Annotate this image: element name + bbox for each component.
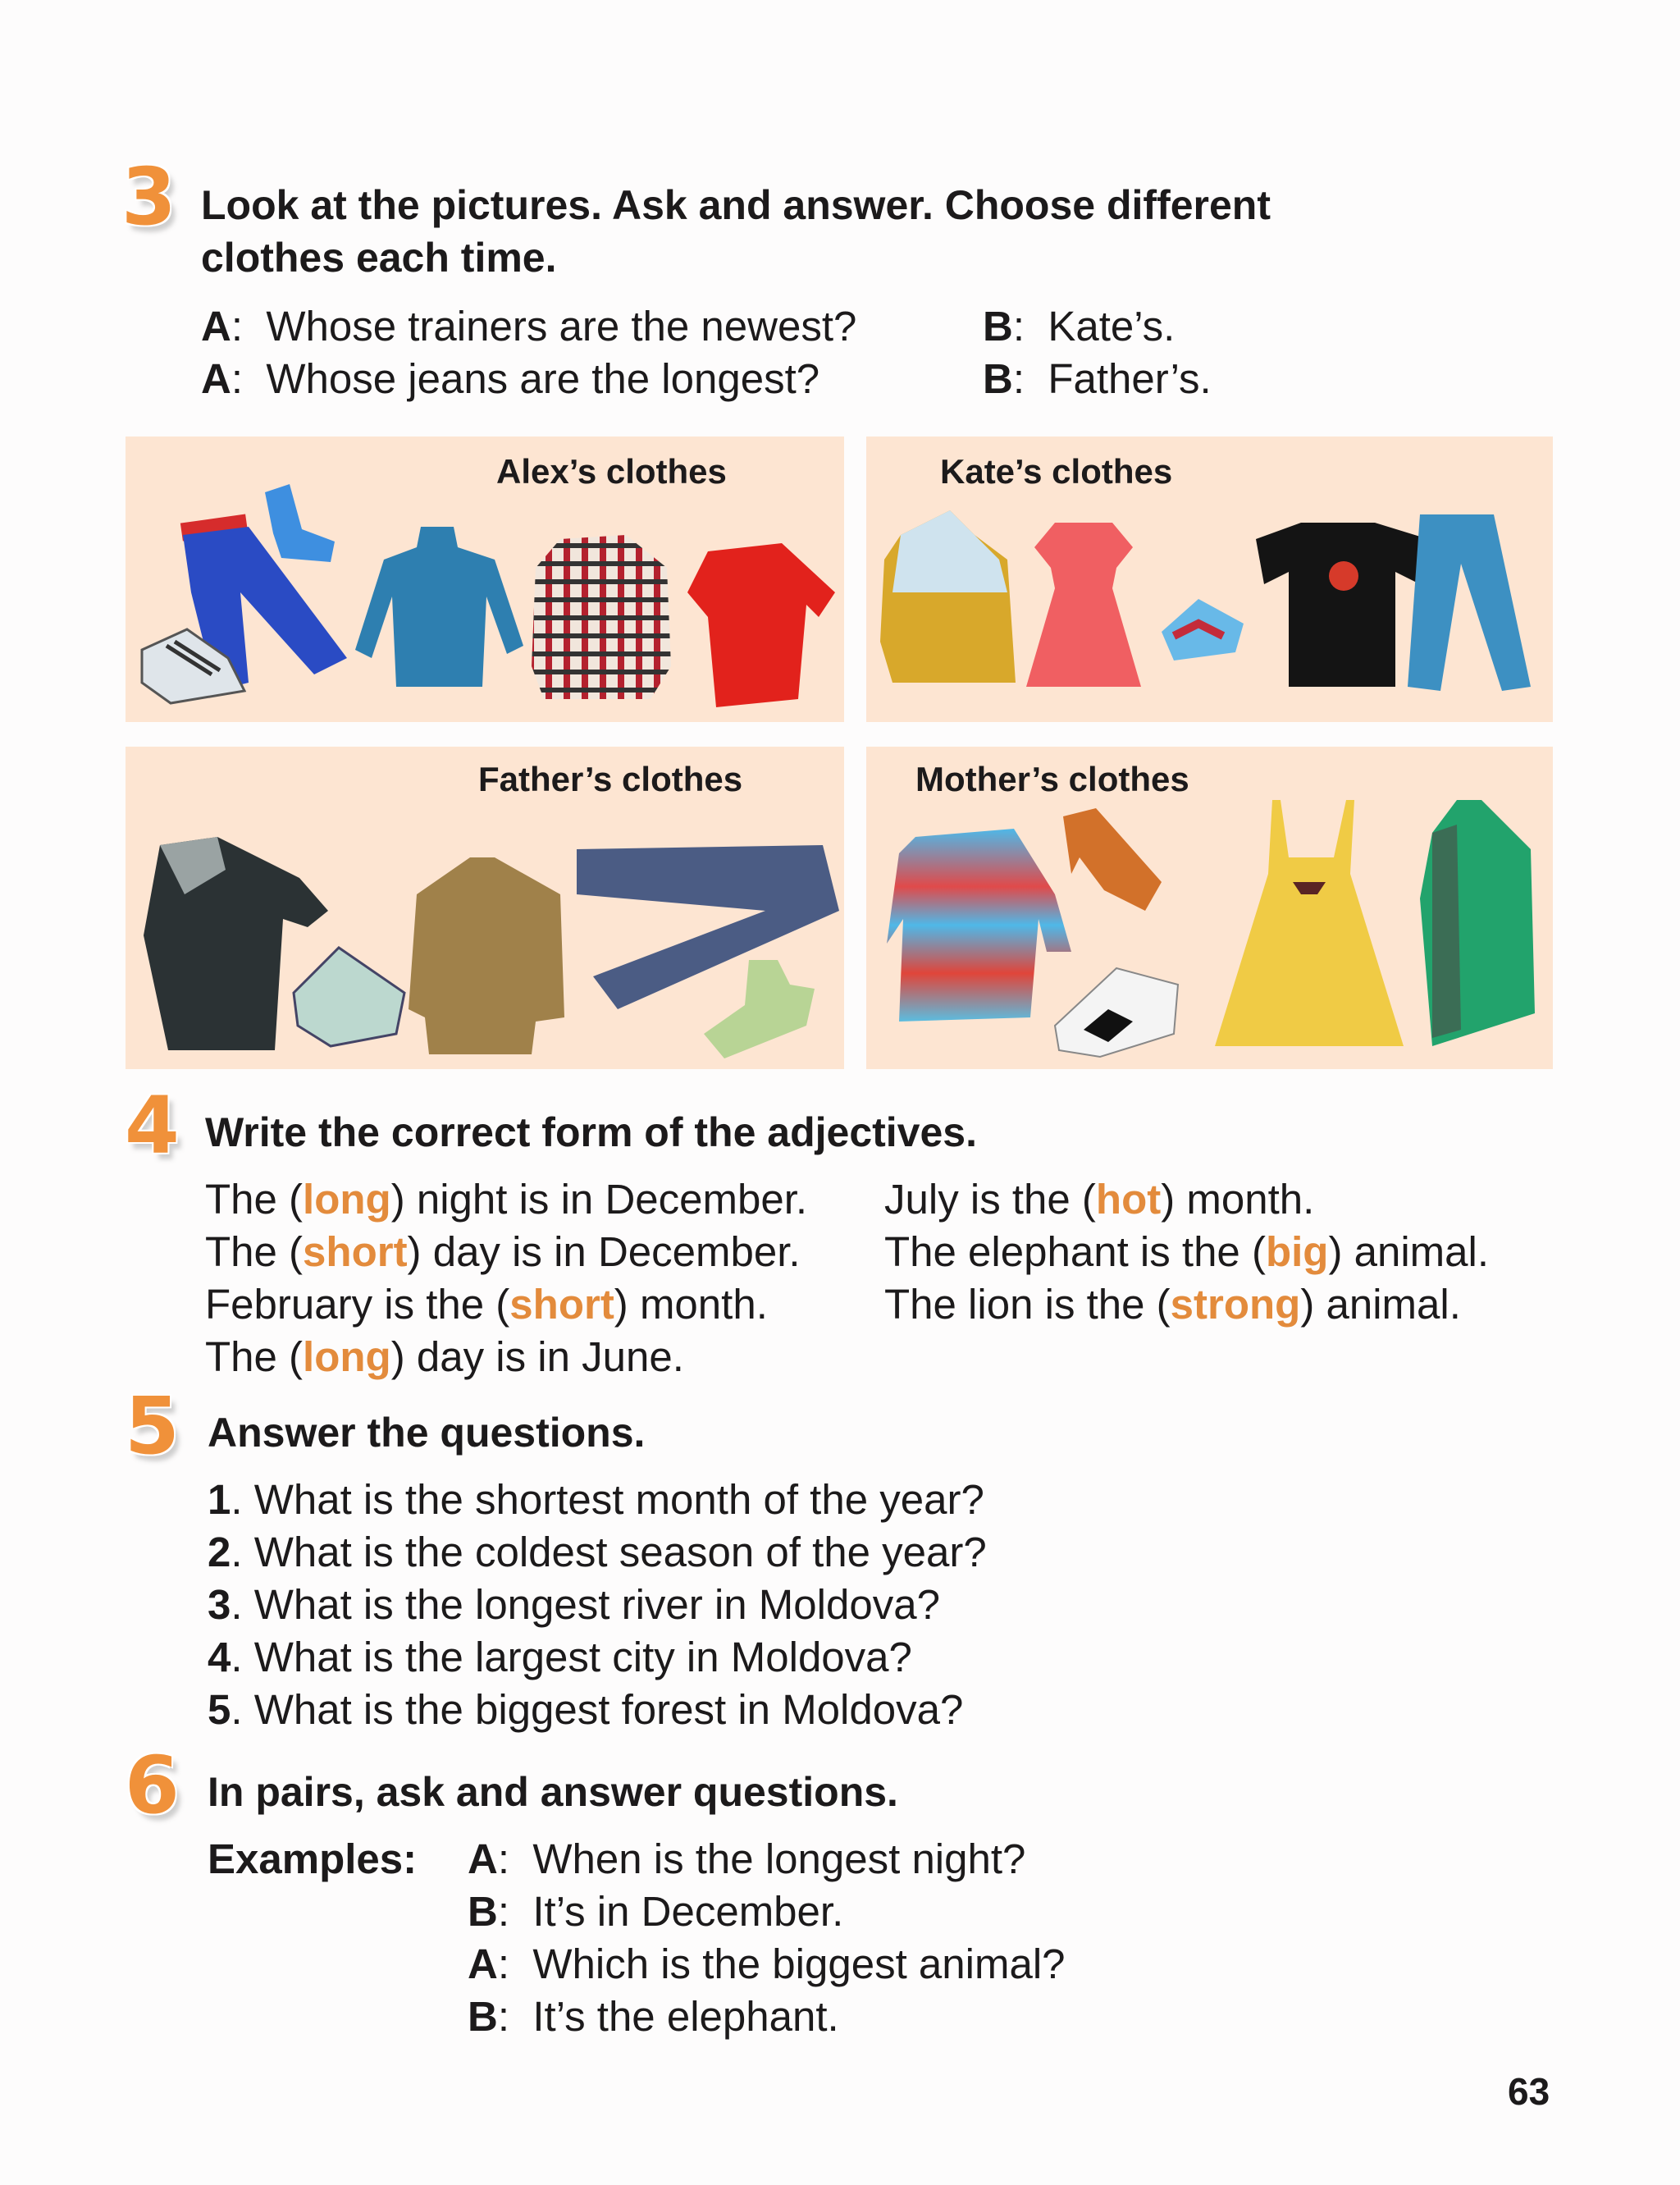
trainers-image — [1051, 960, 1182, 1058]
question: 1. What is the shortest month of the year? — [208, 1476, 984, 1523]
sentence — [884, 1173, 1314, 1226]
example-text: Which is the biggest animal? — [532, 1940, 1066, 1987]
shirt-image — [404, 853, 568, 1058]
adjective: big — [1265, 1228, 1329, 1275]
question-text: What is the largest city in Moldova? — [253, 1634, 912, 1680]
exercise-6-instruction: In pairs, ask and answer questions. — [208, 1769, 898, 1815]
alex-clothes-panel — [126, 437, 844, 722]
sentence — [884, 1226, 1489, 1278]
question-number: 1 — [208, 1476, 231, 1523]
sentence-text: ) month. — [614, 1281, 768, 1328]
trainers-image — [290, 944, 413, 1050]
exercise-3-instruction — [201, 179, 1271, 284]
checked-shirt-image — [527, 535, 675, 699]
exercise-5-instruction: Answer the questions. — [208, 1410, 646, 1456]
sock-image — [257, 484, 339, 566]
speaker-label: B — [983, 355, 1013, 402]
question: 4. What is the largest city in Moldova? — [208, 1634, 912, 1680]
example-line: B: It’s the elephant. — [468, 1993, 839, 2040]
sentence-text: The ( — [205, 1228, 304, 1275]
sentence — [205, 1331, 684, 1383]
tie-dye-blouse-image — [883, 829, 1071, 1026]
examples-label: Examples: — [208, 1835, 418, 1882]
example-text: It’s in December. — [532, 1888, 844, 1935]
dialogue-line: A: Whose trainers are the newest? — [201, 303, 857, 350]
panel-title: Father’s clothes — [478, 760, 743, 798]
green-coat-image — [1416, 800, 1539, 1054]
example-text: When is the longest night? — [532, 1835, 1026, 1882]
socks-image — [700, 960, 823, 1058]
question: 5. What is the biggest forest in Moldova? — [208, 1686, 964, 1733]
trainers-image — [138, 625, 253, 707]
panel-title: Alex’s clothes — [496, 452, 727, 491]
sentence-text: The ( — [205, 1176, 304, 1223]
sentence-text: ) month. — [1161, 1176, 1315, 1223]
question-text: What is the longest river in Moldova? — [253, 1581, 940, 1628]
question-number: 3 — [208, 1581, 231, 1628]
instruction-line-2: clothes each time. — [201, 235, 557, 281]
speaker-label: A — [468, 1940, 498, 1987]
question-text: What is the biggest forest in Moldova? — [253, 1686, 964, 1733]
dialogue-text: Father’s. — [1048, 355, 1212, 402]
sentence — [205, 1278, 768, 1331]
red-tshirt-image — [683, 543, 839, 707]
mother-clothes-panel — [866, 747, 1553, 1069]
sentence-text: ) day is in June. — [390, 1333, 684, 1380]
dialogue-text: Kate’s. — [1048, 303, 1176, 350]
adjective: long — [303, 1176, 391, 1223]
sentence-text: The elephant is the ( — [884, 1228, 1266, 1275]
example-text: It’s the elephant. — [532, 1993, 839, 2040]
sentence-text: The lion is the ( — [884, 1281, 1171, 1328]
dialogue-text: Whose jeans are the longest? — [266, 355, 820, 402]
question-text: What is the coldest season of the year? — [253, 1529, 987, 1575]
high-heeled-shoes-image — [1055, 808, 1170, 915]
question: 2. What is the coldest season of the year? — [208, 1529, 987, 1575]
sentence-text: ) animal. — [1300, 1281, 1461, 1328]
exercise-5-number: 5 — [125, 1380, 180, 1472]
question: 3. What is the longest river in Moldova? — [208, 1581, 940, 1628]
kate-clothes-panel — [866, 437, 1553, 722]
instruction-line-1: Look at the pictures. Ask and answer. Choose different — [201, 182, 1271, 228]
adjective: hot — [1095, 1176, 1162, 1223]
sweater-image — [351, 523, 523, 695]
sentence-text: July is the ( — [884, 1176, 1096, 1223]
father-clothes-panel — [126, 747, 844, 1069]
sentence-text: ) day is in December. — [407, 1228, 801, 1275]
speaker-label: B — [468, 1993, 498, 2040]
adjective: short — [303, 1228, 408, 1275]
exercise-6-number: 6 — [125, 1739, 180, 1831]
sentence — [205, 1226, 801, 1278]
sentence-text: The ( — [205, 1333, 304, 1380]
speaker-label: A — [201, 303, 231, 350]
sentence — [205, 1173, 807, 1226]
sentence-text: February is the ( — [205, 1281, 510, 1328]
question-number: 2 — [208, 1529, 231, 1575]
page-number: 63 — [1508, 2070, 1550, 2113]
question-number: 5 — [208, 1686, 231, 1733]
sentence-text: ) night is in December. — [390, 1176, 808, 1223]
yellow-dress-image — [1211, 800, 1408, 1063]
pink-dress-image — [1022, 523, 1145, 695]
dialogue-line: A: Whose jeans are the longest? — [201, 355, 820, 402]
sentence — [884, 1278, 1461, 1331]
question-number: 4 — [208, 1634, 231, 1680]
adjective: strong — [1170, 1281, 1301, 1328]
exercise-4-number: 4 — [125, 1080, 180, 1172]
sentence-text: ) animal. — [1328, 1228, 1489, 1275]
speaker-label: A — [468, 1835, 498, 1882]
speaker-label: B — [983, 303, 1013, 350]
exercise-3-number: 3 — [121, 151, 176, 243]
adjective: long — [303, 1333, 391, 1380]
example-line: B: It’s in December. — [468, 1888, 844, 1935]
adjective: short — [509, 1281, 614, 1328]
panel-title: Mother’s clothes — [915, 760, 1189, 798]
panel-title: Kate’s clothes — [940, 452, 1173, 491]
example-line: A: Which is the biggest animal? — [468, 1940, 1066, 1987]
trainers-image — [1157, 591, 1248, 665]
yellow-jacket-image — [876, 510, 1024, 691]
speaker-label: A — [201, 355, 231, 402]
dialogue-line: B: Kate’s. — [983, 303, 1176, 350]
dialogue-line: B: Father’s. — [983, 355, 1212, 402]
exercise-4-instruction: Write the correct form of the adjectives. — [205, 1109, 977, 1155]
example-line: A: When is the longest night? — [468, 1835, 1026, 1882]
question-text: What is the shortest month of the year? — [253, 1476, 984, 1523]
dialogue-text: Whose trainers are the newest? — [266, 303, 857, 350]
speaker-label: B — [468, 1888, 498, 1935]
jeans-image — [1404, 514, 1535, 695]
